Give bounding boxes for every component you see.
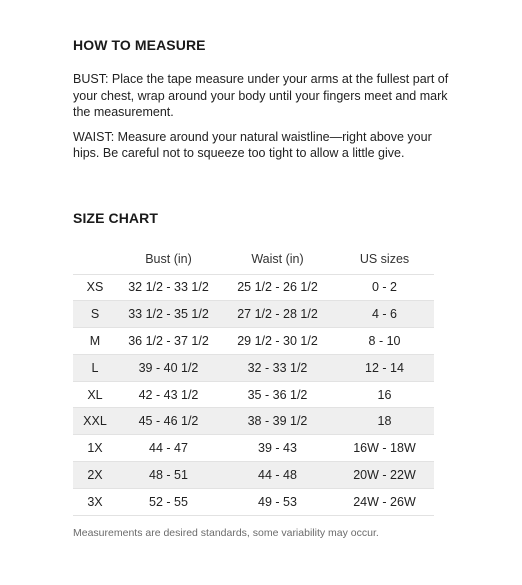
how-to-measure-title: HOW TO MEASURE bbox=[73, 37, 206, 53]
us-size-cell: 4 - 6 bbox=[335, 301, 434, 328]
waist-cell: 38 - 39 1/2 bbox=[220, 408, 335, 435]
size-cell: M bbox=[73, 328, 117, 355]
size-cell: S bbox=[73, 301, 117, 328]
table-row bbox=[73, 301, 434, 328]
bust-cell: 33 1/2 - 35 1/2 bbox=[117, 301, 220, 328]
size-chart-title: SIZE CHART bbox=[73, 209, 158, 226]
bust-cell: 52 - 55 bbox=[117, 488, 220, 515]
waist-cell: 29 1/2 - 30 1/2 bbox=[220, 328, 335, 355]
bust-cell: 42 - 43 1/2 bbox=[117, 381, 220, 408]
us-size-cell: 18 bbox=[335, 408, 434, 435]
bust-cell: 48 - 51 bbox=[117, 462, 220, 489]
table-row bbox=[73, 274, 434, 301]
size-cell: 3X bbox=[73, 488, 117, 515]
waist-cell: 49 - 53 bbox=[220, 488, 335, 515]
us-size-cell: 8 - 10 bbox=[335, 328, 434, 355]
table-row bbox=[73, 381, 434, 408]
waist-instructions: WAIST: Measure around your natural waistline—right above your hips. Be careful not to squeeze too tight to allow a little give. bbox=[73, 129, 432, 160]
table-row bbox=[73, 328, 434, 355]
bust-cell: 45 - 46 1/2 bbox=[117, 408, 220, 435]
waist-cell: 44 - 48 bbox=[220, 462, 335, 489]
header-waist: Waist (in) bbox=[251, 252, 304, 266]
table-header-row bbox=[73, 245, 434, 275]
waist-cell: 27 1/2 - 28 1/2 bbox=[220, 301, 335, 328]
us-size-cell: 20W - 22W bbox=[335, 462, 434, 489]
header-size bbox=[73, 245, 117, 275]
size-cell: 1X bbox=[73, 435, 117, 462]
waist-cell: 32 - 33 1/2 bbox=[220, 354, 335, 381]
size-cell: XS bbox=[73, 274, 117, 301]
us-size-cell: 16 bbox=[335, 381, 434, 408]
us-size-cell: 24W - 26W bbox=[335, 488, 434, 515]
table-row bbox=[73, 408, 434, 435]
waist-cell: 35 - 36 1/2 bbox=[220, 381, 335, 408]
size-cell: 2X bbox=[73, 462, 117, 489]
bust-cell: 36 1/2 - 37 1/2 bbox=[117, 328, 220, 355]
us-size-cell: 16W - 18W bbox=[335, 435, 434, 462]
bust-cell: 32 1/2 - 33 1/2 bbox=[117, 274, 220, 301]
table-row bbox=[73, 462, 434, 489]
header-bust: Bust (in) bbox=[145, 252, 192, 266]
size-cell: XL bbox=[73, 381, 117, 408]
table-row bbox=[73, 488, 434, 515]
header-us-sizes: US sizes bbox=[359, 252, 410, 266]
size-cell: XXL bbox=[73, 408, 117, 435]
bust-cell: 44 - 47 bbox=[117, 435, 220, 462]
size-cell: L bbox=[73, 354, 117, 381]
bust-cell: 39 - 40 1/2 bbox=[117, 354, 220, 381]
us-size-cell: 12 - 14 bbox=[335, 354, 434, 381]
us-size-cell: 0 - 2 bbox=[335, 274, 434, 301]
size-guide bbox=[73, 36, 453, 540]
measurement-disclaimer: Measurements are desired standards, some variability may occur. bbox=[73, 526, 379, 539]
waist-cell: 39 - 43 bbox=[220, 435, 335, 462]
table-row bbox=[73, 435, 434, 462]
size-chart-table bbox=[73, 245, 434, 516]
table-row bbox=[73, 354, 434, 381]
bust-instructions: BUST: Place the tape measure under your arms at the fullest part of your chest, wrap around your body until your fingers meet and mark the measurement. bbox=[73, 72, 449, 119]
waist-cell: 25 1/2 - 26 1/2 bbox=[220, 274, 335, 301]
